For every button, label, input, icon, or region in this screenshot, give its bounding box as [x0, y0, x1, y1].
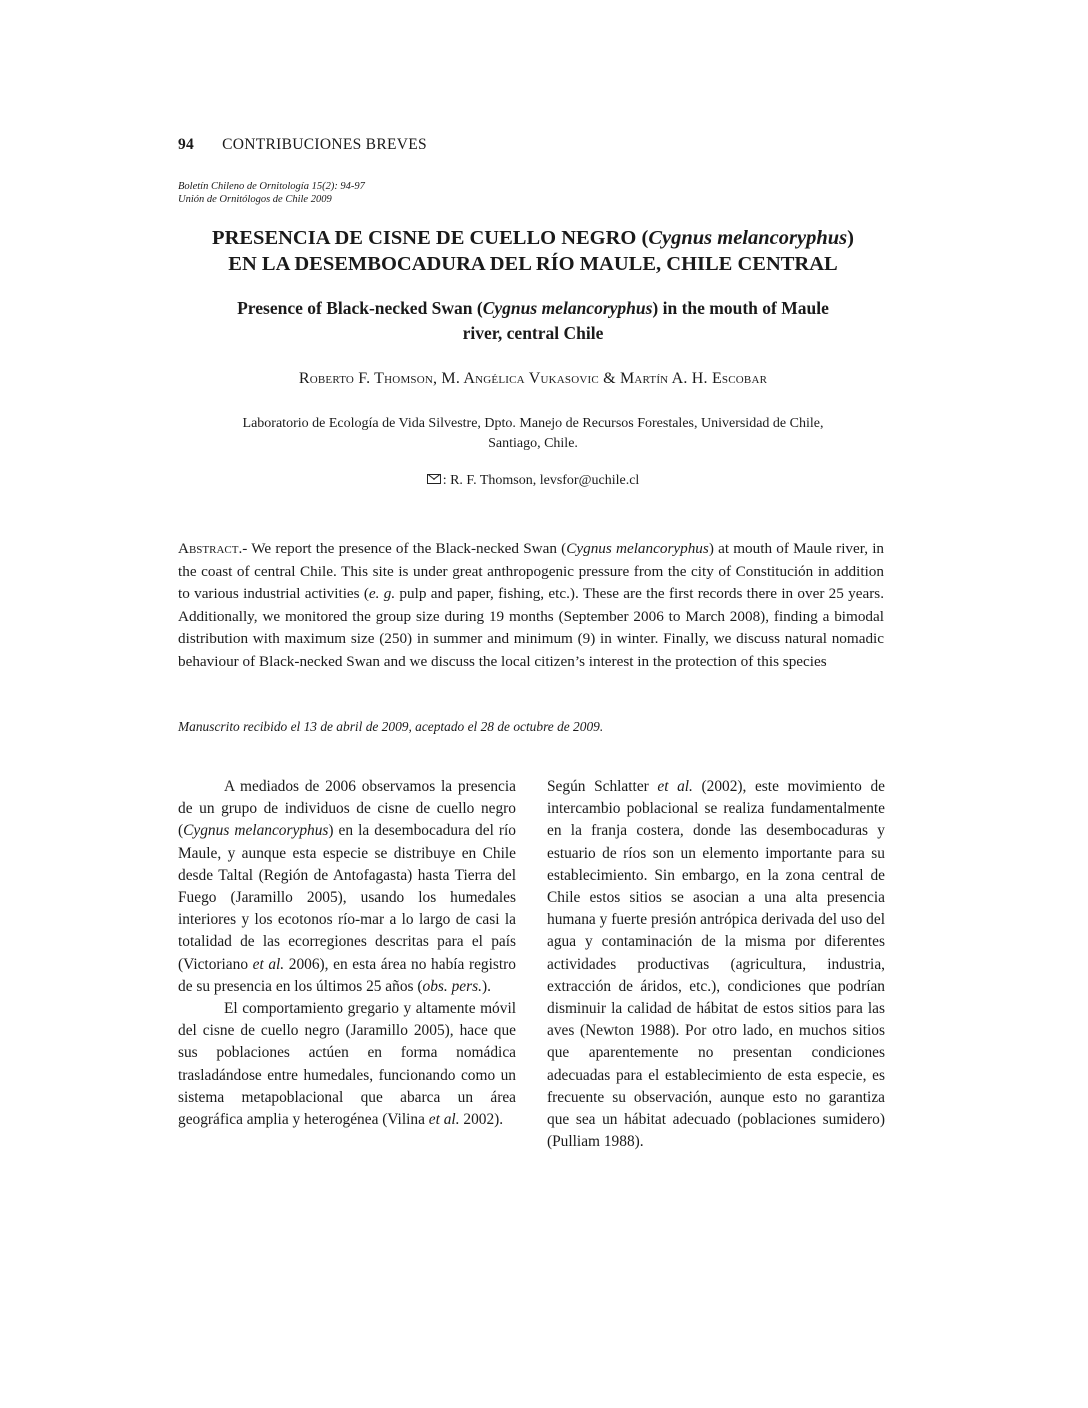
- title-spanish: [178, 225, 888, 277]
- abstract-text-2: ) at mouth of Maule river, in the coast of central Chile. This site is under great anthropogenic pressure from the city of Constitución in addition to various industrial activities (: [178, 540, 885, 602]
- body-text: Según Schlatter: [547, 778, 658, 795]
- journal-citation: [178, 180, 365, 206]
- page-number: 94: [178, 136, 195, 153]
- title-es-text: PRESENCIA DE CISNE DE CUELLO NEGRO (: [212, 227, 649, 249]
- title-es-line-2: EN LA DESEMBOCADURA DEL RÍO MAULE, CHILE CENTRAL: [228, 253, 838, 275]
- received-dates: Manuscrito recibido el 13 de abril de 2009, aceptado el 28 de octubre de 2009.: [178, 719, 604, 734]
- section-title: CONTRIBUCIONES BREVES: [222, 136, 427, 153]
- body-text: ) en la desembocadura del río Maule, y aunque esta especie se distribuye en Chile desde Taltal (Región de Antofagasta) hasta Tierra del Fuego (Jaramillo 2005), usando los humedales interiores y los ecotonos río-mar a lo largo de casi la totalidad de las ecorregiones descritas para el país (Victoriano: [178, 822, 516, 973]
- body-column-right: [547, 776, 885, 1153]
- body-text: 2002).: [459, 1111, 504, 1129]
- body-text: A mediados de 2006 observamos la presencia de un grupo de individuos de cisne de cuello negro (: [178, 778, 516, 840]
- abstract-eg: e. g.: [368, 585, 396, 602]
- abstract-text-1: .- We report the presence of the Black-necked Swan (: [238, 540, 567, 557]
- affiliation-line-1: Laboratorio de Ecología de Vida Silvestre, Dpto. Manejo de Recursos Forestales, Universidad de Chile,: [242, 416, 824, 431]
- body-text: (2002), este movimiento de intercambio poblacional se realiza fundamentalmente en la franja costera, donde las desembocaduras y estuario de ríos son un elemento importante para su establecimiento. Sin embargo, en la zona central de Chile estos sitios se asocian a una alta presencia humana y fuerte presión antrópica derivada del uso del agua y contaminación de la misma por diferentes actividades productivas (agricultura, industria, extracción de áridos, etc.), condiciones que podrían disminuir la calidad de hábitat de estos sitios para las aves (Newton 1988). Por otro lado, en muchos sitios que aparentemente no presentan condiciones adecuadas para el establecimiento de esta especie, es frecuente su observación, aunque esto no garantiza que sea un hábitat adecuado (poblaciones sumidero) (Pulliam 1988).: [547, 778, 886, 1151]
- body-etal: et al.: [657, 778, 693, 795]
- contact-text[interactable]: : R. F. Thomson, levsfor@uchile.cl: [442, 473, 640, 488]
- body-text: 2006), en esta área no había registro de su presencia en los últimos 25 años (: [178, 955, 516, 995]
- body-etal: et al.: [428, 1111, 460, 1129]
- author-list: Roberto F. Thomson, M. Angélica Vukasovic & Martín A. H. Escobar: [298, 370, 768, 387]
- abstract-species: Cygnus melancoryphus: [566, 540, 709, 557]
- abstract-label: Abstract: [178, 540, 239, 557]
- body-species: Cygnus melancoryphus: [183, 822, 329, 840]
- title-en-line-2: river, central Chile: [462, 323, 604, 343]
- body-text: ).: [481, 977, 491, 995]
- body-column-left: [178, 776, 516, 1131]
- title-es-species: Cygnus melancoryphus: [648, 227, 848, 249]
- title-en-line-1: [178, 296, 888, 321]
- journal-line-1: Boletín Chileno de Ornitología 15(2): 94-97: [178, 181, 365, 192]
- envelope-icon: [427, 474, 441, 484]
- body-paragraph-3: [547, 776, 885, 1153]
- body-obs-pers: obs. pers.: [422, 977, 482, 995]
- body-paragraph-1: [178, 776, 516, 998]
- title-en-text-end: ) in the mouth of Maule: [652, 298, 829, 318]
- affiliation-line-2: Santiago, Chile.: [488, 436, 578, 451]
- abstract-text-3: pulp and paper, fishing, etc.). These are the first records there in over 25 years. Additionally, we monitored the group size during 19 months (September 2006 to March 2008), finding a bimodal distribution with maximum size (250) in summer and minimum (9) in winter. Finally, we discuss natural nomadic behaviour of Black-necked Swan and we discuss the local citizen’s interest in the protection of this species: [178, 585, 884, 670]
- affiliation: [178, 414, 888, 454]
- running-header: [178, 136, 427, 154]
- body-etal: et al.: [252, 955, 285, 973]
- title-es-line-1: [178, 225, 888, 251]
- body-paragraph-2: [178, 998, 516, 1131]
- title-english: [178, 296, 888, 346]
- abstract: [178, 538, 884, 673]
- body-text: El comportamiento gregario y altamente móvil del cisne de cuello negro (Jaramillo 2005), hace que sus poblaciones actúen en forma nomádica trasladándose entre humedales, funcionando como un sistema metapoblacional que abarca un área geográfica amplia y heterogénea (Vilina: [178, 1000, 516, 1129]
- title-es-text-end: ): [847, 227, 854, 249]
- title-en-species: Cygnus melancoryphus: [482, 298, 653, 318]
- contact-line: [178, 473, 888, 489]
- journal-line-2: Unión de Ornitólogos de Chile 2009: [178, 194, 332, 205]
- title-en-text: Presence of Black-necked Swan (: [237, 298, 483, 318]
